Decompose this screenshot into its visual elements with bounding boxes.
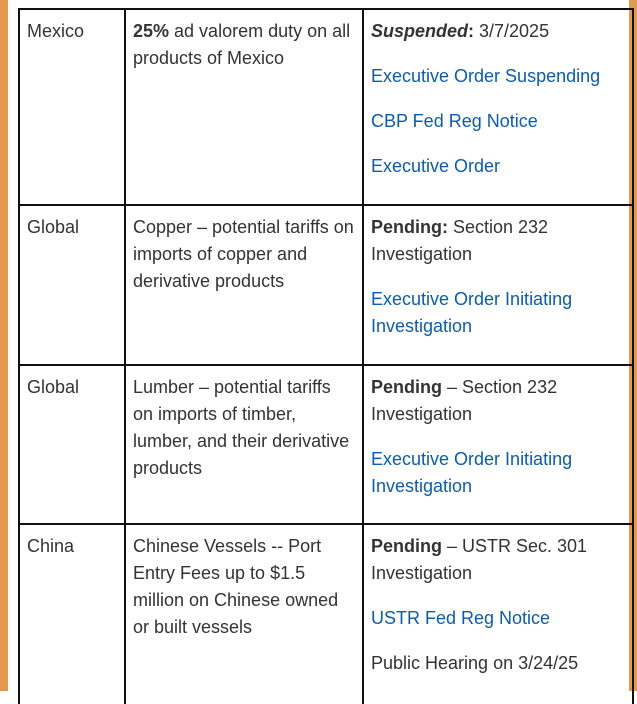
executive-order-initiating-investigation-link[interactable]: Executive Order Initiating Investigation [371,449,573,496]
status-label: Pending [371,377,442,397]
status-cell [363,365,633,524]
country-cell [19,365,125,524]
country-cell [19,524,125,704]
status-line [371,374,625,428]
executive-order-initiating-investigation-link[interactable]: Executive Order Initiating Investigation [371,289,573,336]
table-row [19,205,633,365]
ustr-fed-reg-notice-link[interactable]: USTR Fed Reg Notice [371,608,551,628]
status-detail: Section 232 Investigation [371,217,549,264]
description-cell [125,365,363,524]
country-label: Global [27,217,80,237]
public-hearing-note: Public Hearing on 3/24/25 [371,653,579,673]
country-cell [19,205,125,365]
cbp-fed-reg-notice-link[interactable]: CBP Fed Reg Notice [371,111,538,131]
status-detail: 3/7/2025 [479,21,550,41]
status-label: Pending [371,536,442,556]
country-label: Global [27,377,80,397]
status-line [371,18,625,45]
table-row [19,524,633,704]
status-line [371,214,625,268]
description-text: ad valorem duty on all products of Mexico [133,21,351,68]
table-row [19,9,633,205]
status-cell [363,524,633,704]
status-label: Pending: [371,217,448,237]
status-separator: : [468,21,480,41]
description-cell [125,9,363,205]
status-detail: – Section 232 Investigation [371,377,558,424]
status-label: Suspended [371,21,469,41]
duty-rate: 25% [133,21,170,41]
status-cell [363,205,633,365]
description-text: Chinese Vessels -- Port Entry Fees up to $1.5 million on Chinese owned or built vessels [133,536,339,637]
description-cell [125,524,363,704]
status-line [371,533,625,587]
description-text: Lumber – potential tariffs on imports of timber, lumber, and their derivative products [133,377,350,478]
tariff-table [18,8,634,704]
executive-order-suspending-link[interactable]: Executive Order Suspending [371,66,601,86]
country-label: Mexico [27,21,85,41]
table-row [19,365,633,524]
status-detail: – USTR Sec. 301 Investigation [371,536,588,583]
status-cell [363,9,633,205]
country-cell [19,9,125,205]
executive-order-link[interactable]: Executive Order [371,156,501,176]
description-text: Copper – potential tariffs on imports of copper and derivative products [133,217,354,291]
description-cell [125,205,363,365]
country-label: China [27,536,75,556]
